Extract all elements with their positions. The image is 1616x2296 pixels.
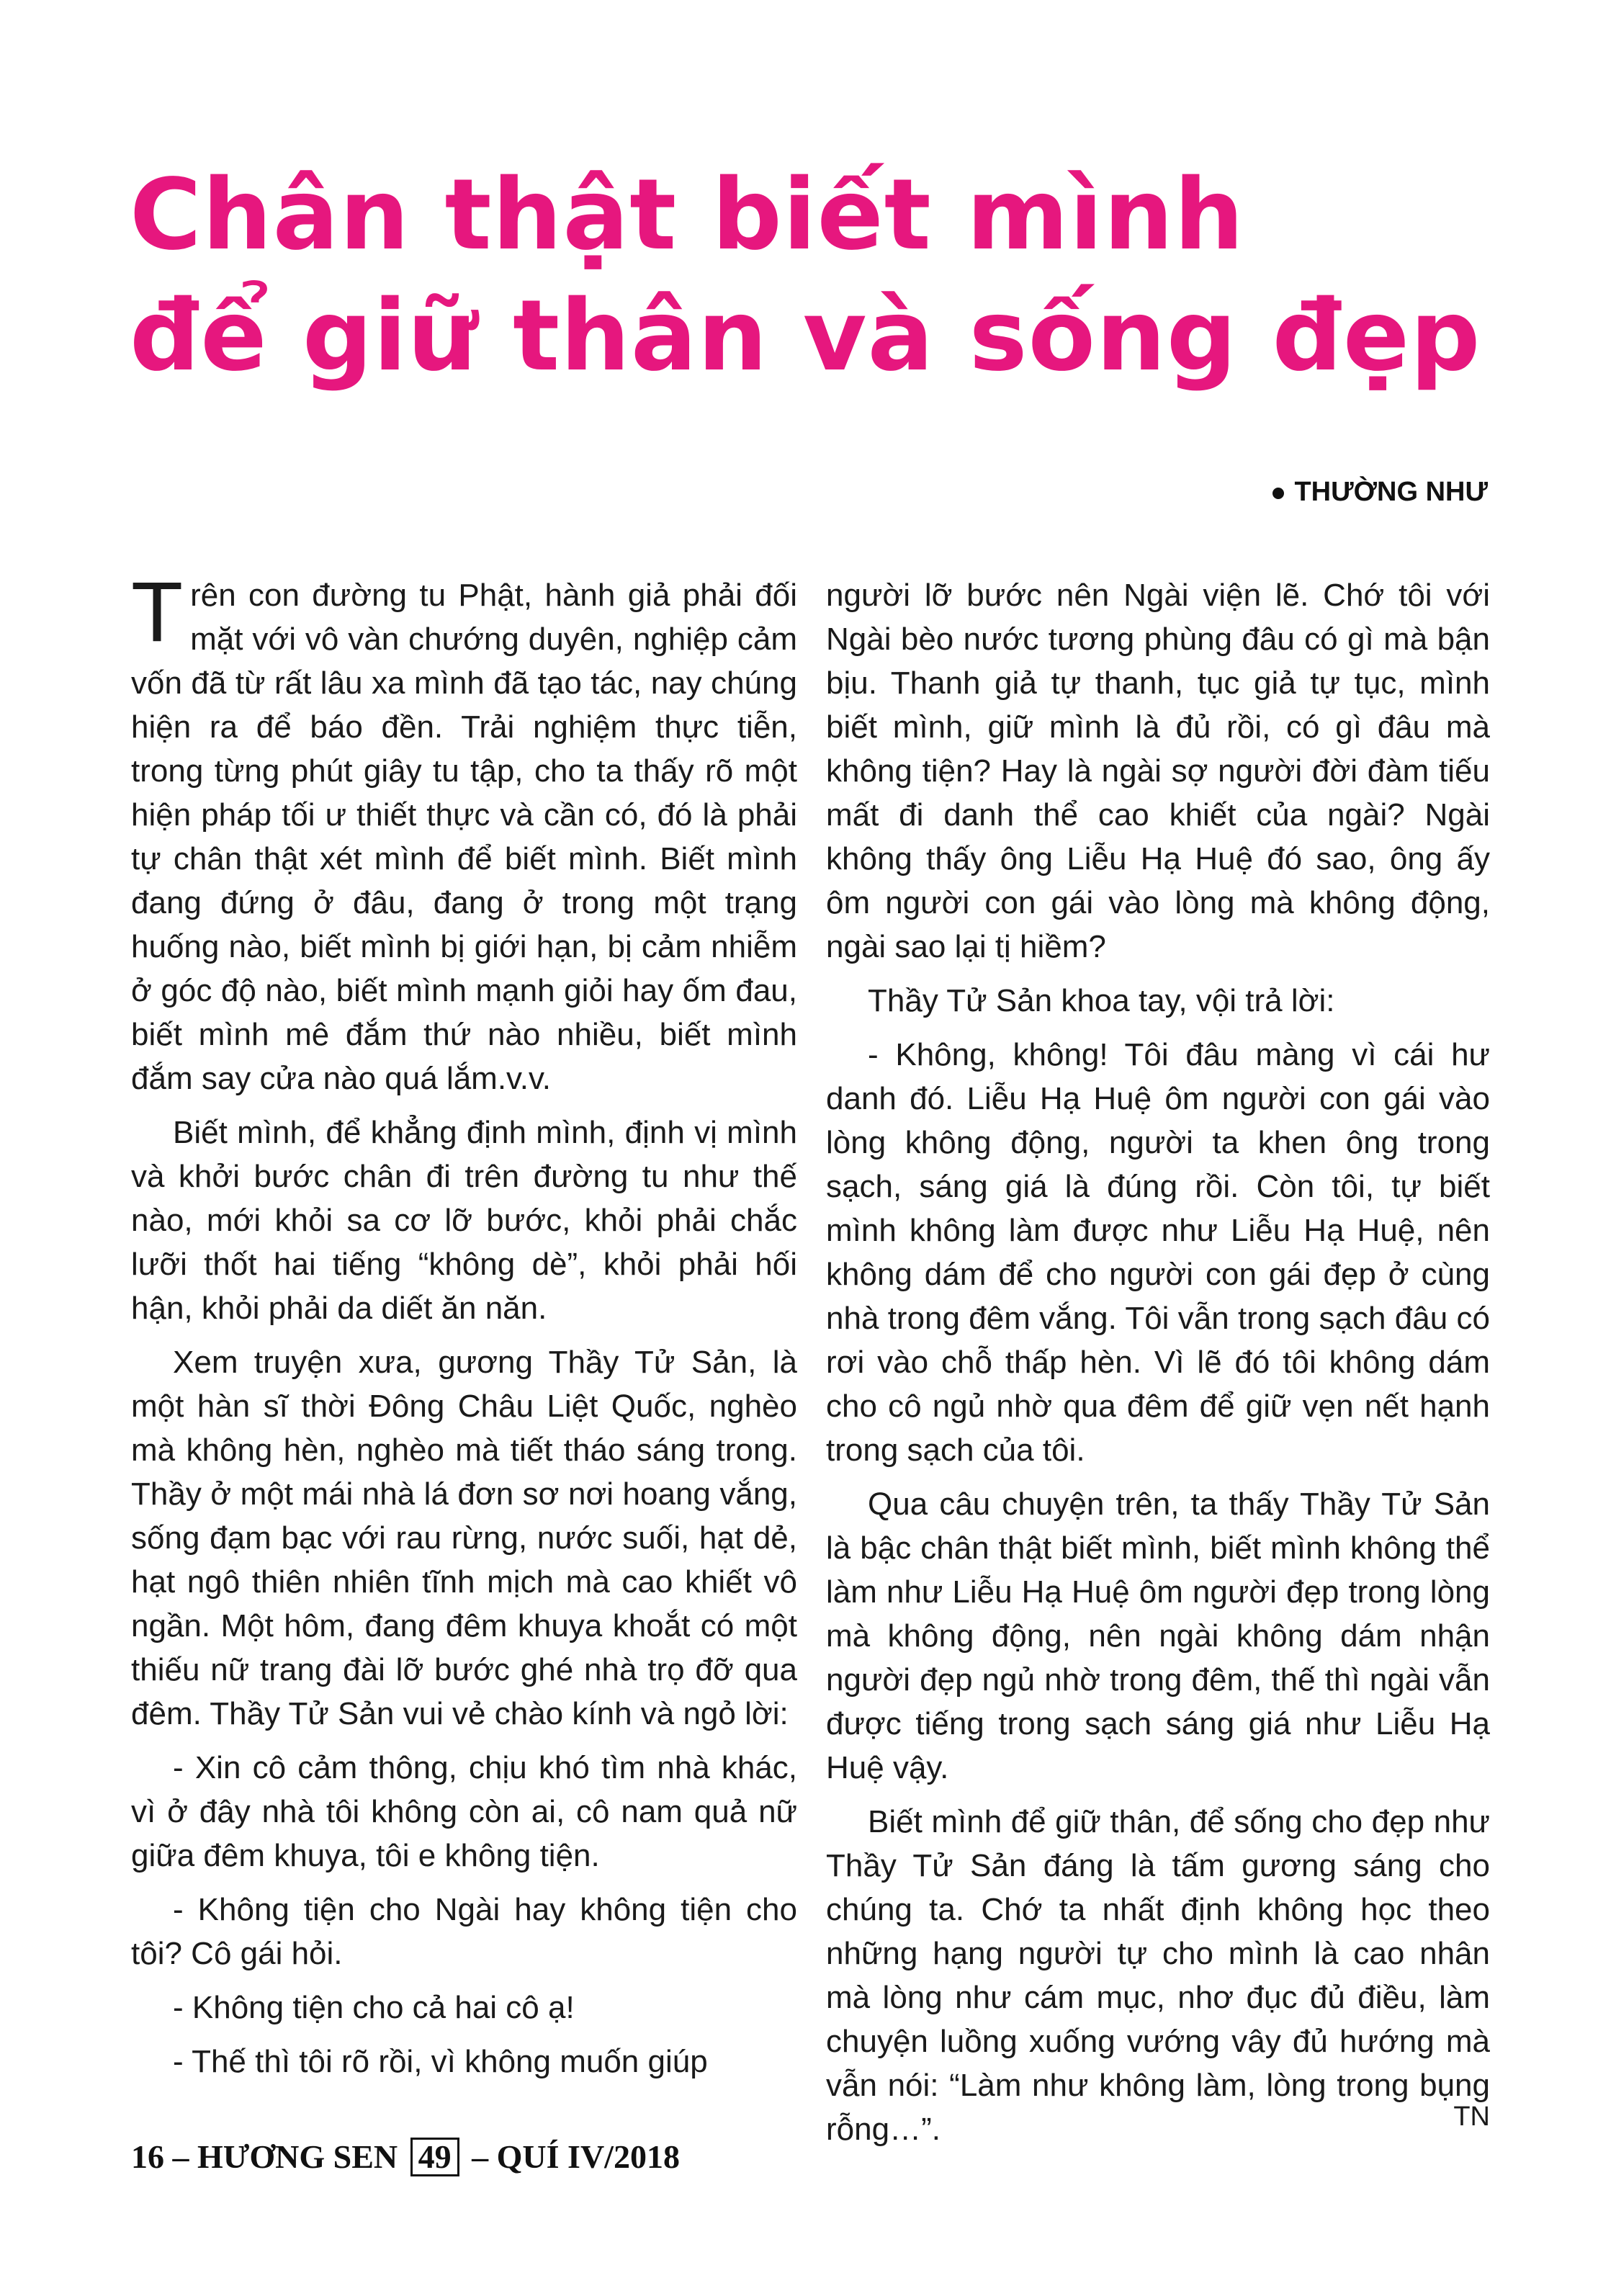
- article-title: [130, 155, 1541, 397]
- paragraph: - Xin cô cảm thông, chịu khó tìm nhà khác, vì ở đây nhà tôi không còn ai, cô nam quả nữ giữa đêm khuya, tôi e không tiện.: [131, 1750, 797, 1873]
- issue-quarter: – QUÍ IV/2018: [472, 2138, 680, 2175]
- paragraph: - Thế thì tôi rõ rồi, vì không muốn giúp: [173, 2044, 708, 2079]
- drop-cap: T: [131, 565, 184, 660]
- paragraph: - Không tiện cho Ngài hay không tiện cho tôi? Cô gái hỏi.: [131, 1892, 797, 1971]
- left-column: [131, 565, 797, 2094]
- paragraph: Xem truyện xưa, gương Thầy Tử Sản, là một hàn sĩ thời Đông Châu Liệt Quốc, nghèo mà không hèn, nghèo mà tiết tháo sáng trong. Thầy ở một mái nhà lá đơn sơ nơi hoang vắng, sống đạm bạc với rau rừng, nước suối, hạt dẻ, hạt ngô thiên nhiên tĩnh mịch mà cao khiết vô ngần. Một hôm, đang đêm khuya khoắt có một thiếu nữ trang đài lỡ bước ghé nhà trọ đỡ qua đêm. Thầy Tử Sản vui vẻ chào kính và ngỏ lời:: [131, 1345, 797, 1731]
- author-name: THƯỜNG NHƯ: [1294, 477, 1488, 507]
- issue-number: 49: [410, 2138, 459, 2176]
- paragraph: Biết mình, để khẳng định mình, định vị mình và khởi bước chân đi trên đường tu như thế nào, mới khỏi sa cơ lỡ bước, khỏi phải chắc lưỡi thốt hai tiếng “không dè”, khỏi phải hối hận, khỏi phải da diết ăn năn.: [131, 1115, 797, 1326]
- paragraph: - Không, không! Tôi đâu màng vì cái hư danh đó. Liễu Hạ Huệ ôm người con gái vào lòng không động, người ta khen ông trong sạch, sáng giá là đúng rồi. Còn tôi, tự biết mình không làm được như Liễu Hạ Huệ, nên không dám để cho người con gái đẹp ở cùng nhà trong đêm vắng. Tôi vẫn trong sạch đâu có rơi vào chỗ thấp hèn. Vì lẽ đó tôi không dám cho cô ngủ nhờ qua đêm để giữ vẹn nết hạnh trong sạch của tôi.: [826, 1037, 1490, 1468]
- signoff: TN: [1453, 2102, 1490, 2132]
- paragraph: Trên con đường tu Phật, hành giả phải đối mặt với vô vàn chướng duyên, nghiệp cảm vốn đã từ rất lâu xa mình đã tạo tác, nay chúng hiện ra để báo đền. Trải nghiệm thực tiễn, trong từng phút giây tu tập, cho ta thấy rõ một hiện pháp tối ư thiết thực và cần có, đó là phải tự chân thật xét mình để biết mình. Biết mình đang đứng ở đâu, đang ở trong một trạng huống nào, biết mình bị giới hạn, bị cảm nhiễm ở góc độ nào, biết mình mạnh giỏi hay ốm đau, biết mình mê đắm thứ nào nhiều, biết mình đắm say cửa nào quá lắm.v.v.: [131, 565, 797, 1096]
- paragraph: - Không tiện cho cả hai cô ạ!: [173, 1990, 575, 2025]
- title-line-1: Chân thật biết mình: [130, 158, 1245, 272]
- author-byline: [1272, 477, 1488, 508]
- page-footer: [131, 2138, 680, 2176]
- paragraph: Thầy Tử Sản khoa tay, vội trả lời:: [868, 983, 1335, 1018]
- paragraph: Biết mình để giữ thân, để sống cho đẹp như Thầy Tử Sản đáng là tấm gương sáng cho chúng ta. Chớ ta nhất định không học theo những hạng người tự cho mình là cao nhân mà lòng như cám mục, nhơ đục đủ điều, làm chuyện luồng xuống vướng vây đủ hướng mà vẫn nói: “Làm như không làm, lòng trong bụng rỗng…”.: [826, 1804, 1490, 2147]
- publication-name: – HƯƠNG SEN: [172, 2138, 398, 2175]
- bullet-icon: [1272, 488, 1284, 499]
- paragraph: người lỡ bước nên Ngài viện lẽ. Chớ tôi với Ngài bèo nước tương phùng đâu có gì mà bận bịu. Thanh giả tự thanh, tục giả tự tục, mình biết mình, giữ mình là đủ rồi, có gì đâu mà không tiện? Hay là ngài sợ người đời đàm tiếu mất đi danh thể cao khiết của ngài? Ngài không thấy ông Liễu Hạ Huệ đó sao, ông ấy ôm người con gái vào lòng mà không động, ngài sao lại tị hiềm?: [826, 578, 1490, 964]
- title-line-2: để giữ thân và sống đẹp: [130, 279, 1481, 393]
- page-number: 16: [131, 2138, 164, 2175]
- paragraph: Qua câu chuyện trên, ta thấy Thầy Tử Sản là bậc chân thật biết mình, biết mình không thể làm như Liễu Hạ Huệ ôm người đẹp trong lòng mà không động, nên ngài không dám nhận người đẹp ngủ nhờ trong đêm, thế thì ngài vẫn được tiếng trong sạch sáng giá như Liễu Hạ Huệ vậy.: [826, 1486, 1490, 1785]
- right-column: [826, 573, 1490, 2161]
